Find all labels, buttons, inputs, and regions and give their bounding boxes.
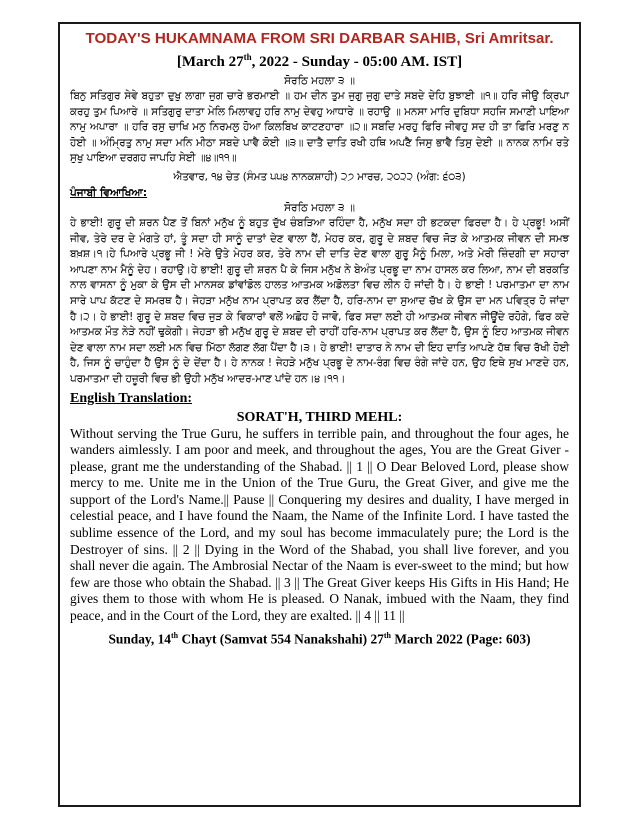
footer-part3: March 2022 (Page: 603) — [390, 631, 531, 647]
footer-part1: Sunday, 14 — [108, 631, 171, 647]
english-heading: SORAT'H, THIRD MEHL: — [236, 409, 403, 425]
footer-date — [70, 627, 569, 647]
footer-sup2: th — [383, 630, 391, 640]
page-title — [70, 30, 569, 48]
footer-part2: Chayt (Samvat 554 Nanakshahi) 27 — [178, 631, 384, 647]
gurbani-heading: ਸੋਰਠਿ ਮਹਲਾ ੩ ॥ — [284, 75, 355, 87]
title-text: TODAY'S HUKAMNAMA FROM SRI DARBAR SAHIB, — [85, 30, 461, 47]
date-suffix: , 2022 - Sunday - 05:00 AM. IST] — [251, 54, 463, 70]
page-date — [70, 48, 569, 72]
gurbani-date-line: ਐਤਵਾਰ, ੧੪ ਚੇਤ (ਸੰਮਤ ੫੫੪ ਨਾਨਕਸ਼ਾਹੀ) ੨੭ ਮਾਰਚ, ੨੦੨੨ (ਅੰਗ: ੬੦੩) — [173, 170, 466, 183]
english-text: Without serving the True Guru, he suffers in terrible pain, and throughout the four ages, he wanders aimlessly. I am poor and meek, and throughout the ages, You are the Great Giver - please, grant me the understanding of the Shabad. || 1 || O Dear Beloved Lord, please show mercy to me. Unite me in the Union of the True Guru, the Great Giver, and give me the support of the Lord's Name.|| Pause || Conquering my desires and duality, I have merged in celestial peace, and I have found the Naam, the Name of the Infinite Lord. I have tasted the sublime essence of the Lord, and my soul has become immaculately pure; the Lord is the Destroyer of sins. || 2 || Dying in the Word of the Shabad, you shall live forever, and you shall never die again. The Ambrosial Nectar of the Naam is ever-sweet to the mind; but how few are those who obtain the Shabad. || 3 || The Great Giver keeps His Gifts in His Hand; He gives them to those with whom He is pleased. O Nanak, imbued with the Naam, they find peace, and in the Court of the Lord, they are exalted. || 4 || 11 || — [70, 425, 569, 624]
date-sup: th — [243, 52, 252, 62]
title-location: Sri Amritsar. — [464, 30, 554, 47]
hukamnama-page — [58, 22, 581, 807]
footer-sup1: th — [170, 630, 179, 640]
gurbani-text: ਬਿਨੁ ਸਤਿਗੁਰ ਸੇਵੇ ਬਹੁਤਾ ਦੁਖੁ ਲਾਗਾ ਜੁਗ ਚਾਰੇ ਭਰਮਾਈ ॥ ਹਮ ਦੀਨ ਤੁਮ ਜੁਗੁ ਜੁਗੁ ਦਾਤੇ ਸਬਦੇ ਦੇਹਿ ਬੁਝਾਈ ॥੧॥ ਹਰਿ ਜੀਉ ਕ੍ਰਿਪਾ ਕਰਹੁ ਤੁਮ ਪਿਆਰੇ ॥ ਸਤਿਗੁਰੁ ਦਾਤਾ ਮੇਲਿ ਮਿਲਾਵਹੁ ਹਰਿ ਨਾਮੁ ਦੇਵਹੁ ਆਧਾਰੇ ॥ ਰਹਾਉ ॥ ਮਨਸਾ ਮਾਰਿ ਦੁਬਿਧਾ ਸਹਜਿ ਸਮਾਣੀ ਪਾਇਆ ਨਾਮੁ ਅਪਾਰਾ ॥ ਹਰਿ ਰਸੁ ਚਾਖਿ ਮਨੁ ਨਿਰਮਲੁ ਹੋਆ ਕਿਲਬਿਖ ਕਾਟਣਹਾਰਾ ॥੨॥ ਸਬਦਿ ਮਰਹੁ ਫਿਰਿ ਜੀਵਹੁ ਸਦ ਹੀ ਤਾ ਫਿਰਿ ਮਰਣੁ ਨ ਹੋਈ ॥ ਅੰਮ੍ਰਿਤੁ ਨਾਮੁ ਸਦਾ ਮਨਿ ਮੀਠਾ ਸਬਦੇ ਪਾਵੈ ਕੋਈ ॥੩॥ ਦਾਤੈ ਦਾਤਿ ਰਖੀ ਹਥਿ ਅਪਣੈ ਜਿਸੁ ਭਾਵੈ ਤਿਸੁ ਦੇਈ ॥ ਨਾਨਕ ਨਾਮਿ ਰਤੇ ਸੁਖੁ ਪਾਇਆ ਦਰਗਹ ਜਾਪਹਿ ਸੇਈ ॥੪॥੧੧॥ — [70, 90, 569, 165]
date-prefix: [March 27 — [176, 54, 244, 70]
punjabi-heading: ਸੋਰਠਿ ਮਹਲਾ ੩ ॥ — [284, 201, 355, 214]
english-label: English Translation: — [70, 390, 193, 406]
punjabi-label: ਪੰਜਾਬੀ ਵਿਆਖਿਆ: — [70, 186, 148, 199]
punjabi-text: ਹੇ ਭਾਈ! ਗੁਰੂ ਦੀ ਸ਼ਰਨ ਪੈਣ ਤੋਂ ਬਿਨਾਂ ਮਨੁੱਖ ਨੂੰ ਬਹੁਤ ਦੁੱਖ ਚੰਬੜਿਆ ਰਹਿੰਦਾ ਹੈ, ਮਨੁੱਖ ਸਦਾ ਹੀ ਭਟਕਦਾ ਫਿਰਦਾ ਹੈ। ਹੇ ਪ੍ਰਭੂ! ਅਸੀਂ ਜੀਵ, ਤੇਰੇ ਦਰ ਦੇ ਮੰਗਤੇ ਹਾਂ, ਤੂੰ ਸਦਾ ਹੀ ਸਾਨੂੰ ਦਾਤਾਂ ਦੇਣ ਵਾਲਾ ਹੈਂ, ਮੇਹਰ ਕਰ, ਗੁਰੂ ਦੇ ਸ਼ਬਦ ਵਿਚ ਜੋੜ ਕੇ ਆਤਮਕ ਜੀਵਨ ਦੀ ਸਮਝ ਬਖ਼ਸ਼।੧।ਹੇ ਪਿਆਰੇ ਪ੍ਰਭੂ ਜੀ ! ਮੇਰੇ ਉਤੇ ਮੇਹਰ ਕਰ, ਤੇਰੇ ਨਾਮ ਦੀ ਦਾਤਿ ਦੇਣ ਵਾਲਾ ਗੁਰੂ ਮੈਨੂੰ ਮਿਲਾ, ਅਤੇ ਮੇਰੀ ਜ਼ਿੰਦਗੀ ਦਾ ਸਹਾਰਾ ਆਪਣਾ ਨਾਮ ਮੈਨੂੰ ਦੇਹ। ਰਹਾਉ।ਹੇ ਭਾਈ! ਗੁਰੂ ਦੀ ਸ਼ਰਨ ਪੈ ਕੇ ਜਿਸ ਮਨੁੱਖ ਨੇ ਬੇਅੰਤ ਪ੍ਰਭੂ ਦਾ ਨਾਮ ਹਾਸਲ ਕਰ ਲਿਆ, ਨਾਮ ਦੀ ਬਰਕਤਿ ਨਾਲ ਵਾਸਨਾ ਨੂੰ ਮੁਕਾ ਕੇ ਉਸ ਦੀ ਮਾਨਸਕ ਡਾਂਵਾਂਡੋਲ ਹਾਲਤ ਆਤਮਕ ਅਡੋਲਤਾ ਵਿਚ ਲੀਨ ਹੋ ਜਾਂਦੀ ਹੈ। ਹੇ ਭਾਈ ! ਪਰਮਾਤਮਾ ਦਾ ਨਾਮ ਸਾਰੇ ਪਾਪ ਕੱਟਣ ਦੇ ਸਮਰਥ ਹੈ। ਜੇਹੜਾ ਮਨੁੱਖ ਨਾਮ ਪ੍ਰਾਪਤ ਕਰ ਲੈਂਦਾ ਹੈ, ਹਰਿ-ਨਾਮ ਦਾ ਸੁਆਦ ਚੱਖ ਕੇ ਉਸ ਦਾ ਮਨ ਪਵਿਤ੍ਰ ਹੋ ਜਾਂਦਾ ਹੈ।੨। ਹੇ ਭਾਈ! ਗੁਰੂ ਦੇ ਸ਼ਬਦ ਵਿਚ ਜੁੜ ਕੇ ਵਿਕਾਰਾਂ ਵਲੋਂ ਅਛੋਹ ਹੋ ਜਾਵੋ, ਫਿਰ ਸਦਾ ਲਈ ਹੀ ਆਤਮਕ ਜੀਵਨ ਜੀਊਂਦੇ ਰਹੋਗੇ, ਫਿਰ ਕਦੇ ਆਤਮਕ ਮੌਤ ਨੇੜੇ ਨਹੀਂ ਢੁਕੇਗੀ। ਜੇਹੜਾ ਭੀ ਮਨੁੱਖ ਗੁਰੂ ਦੇ ਸ਼ਬਦ ਦੀ ਰਾਹੀਂ ਹਰਿ-ਨਾਮ ਪ੍ਰਾਪਤ ਕਰ ਲੈਂਦਾ ਹੈ, ਉਸ ਨੂੰ ਇਹ ਆਤਮਕ ਜੀਵਨ ਦੇਣ ਵਾਲਾ ਨਾਮ ਸਦਾ ਲਈ ਮਨ ਵਿਚ ਮਿੱਠਾ ਲੱਗਣ ਲੱਗ ਪੈਂਦਾ ਹੈ।੩। ਹੇ ਭਾਈ! ਦਾਤਾਰ ਨੇ ਨਾਮ ਦੀ ਇਹ ਦਾਤਿ ਆਪਣੇ ਹੱਥ ਵਿਚ ਰੱਖੀ ਹੋਈ ਹੈ, ਜਿਸ ਨੂੰ ਚਾਹੁੰਦਾ ਹੈ ਉਸ ਨੂੰ ਦੇ ਦੇਂਦਾ ਹੈ। ਹੇ ਨਾਨਕ ! ਜੇਹੜੇ ਮਨੁੱਖ ਪ੍ਰਭੂ ਦੇ ਨਾਮ-ਰੰਗ ਵਿਚ ਰੰਗੇ ਜਾਂਦੇ ਹਨ, ਉਹ ਇਥੇ ਸੁਖ ਮਾਣਦੇ ਹਨ, ਪਰਮਾਤਮਾ ਦੀ ਹਜ਼ੂਰੀ ਵਿਚ ਭੀ ਉਹੀ ਮਨੁੱਖ ਆਦਰ-ਮਾਣ ਪਾਂਦੇ ਹਨ।੪।੧੧। — [70, 216, 569, 385]
